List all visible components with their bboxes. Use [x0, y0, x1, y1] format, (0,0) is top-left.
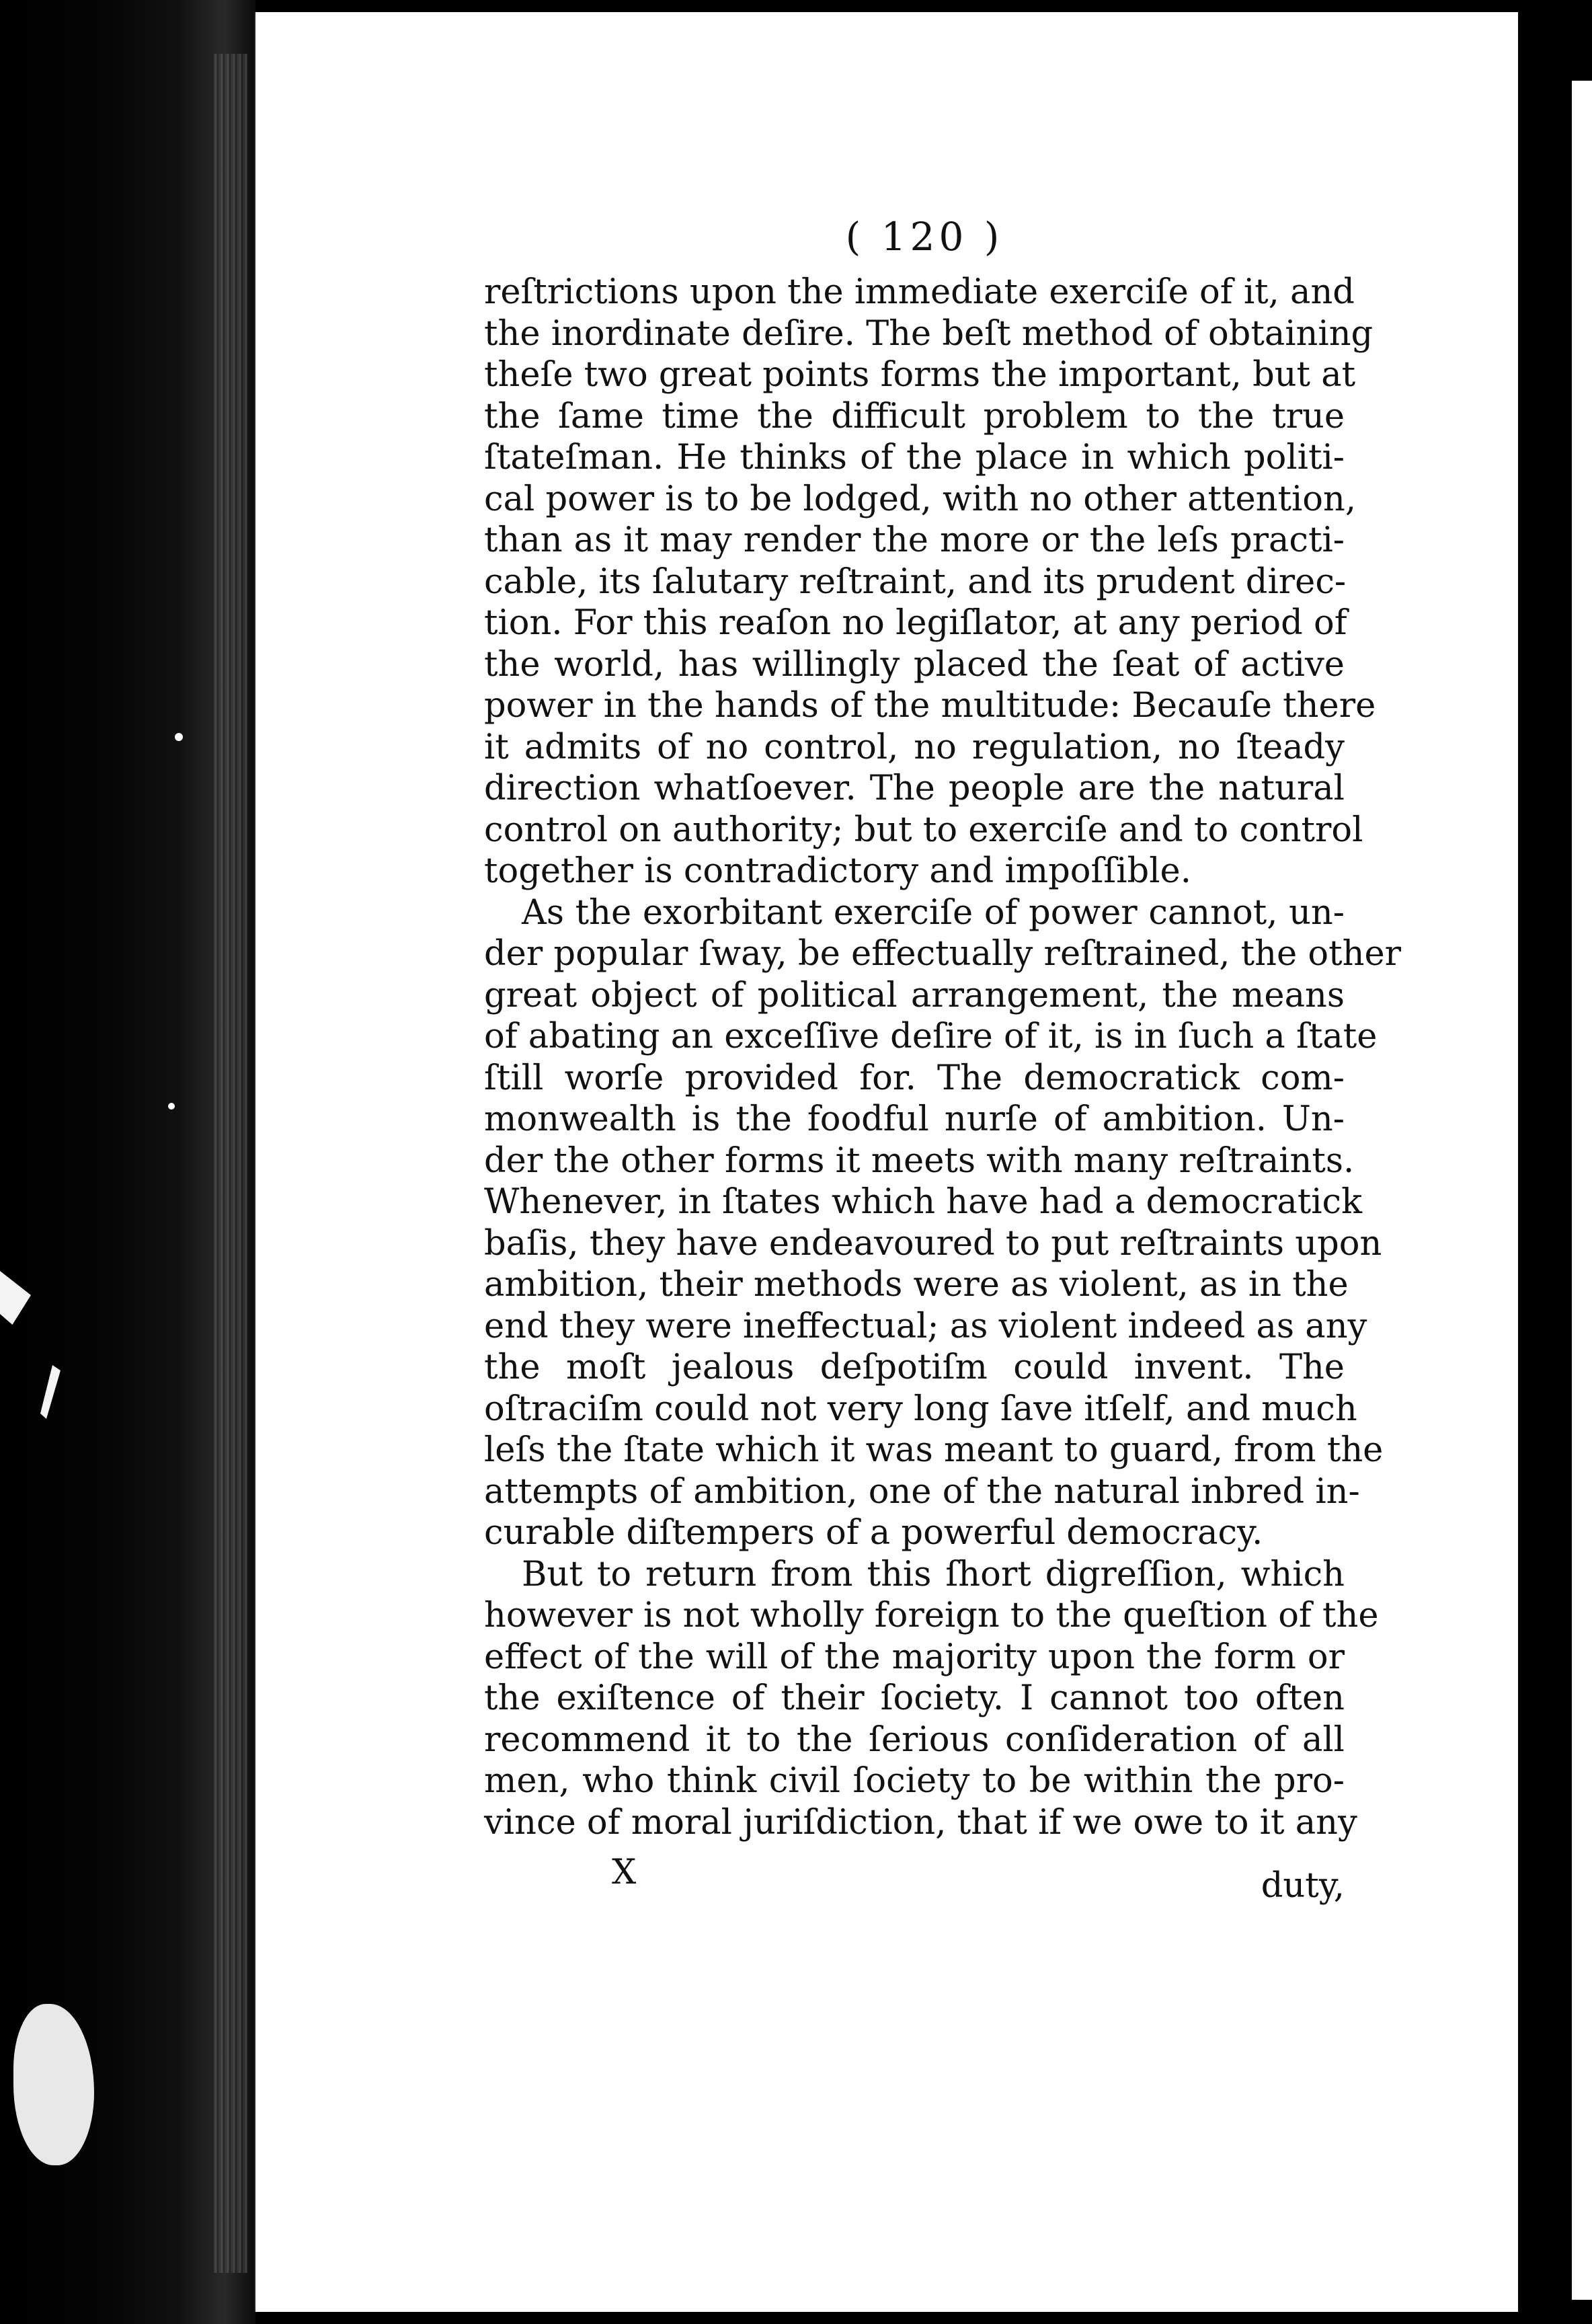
text-line: recommend it to the ſerious conſideration of all: [484, 1719, 1345, 1760]
text-line: the inordinate deſire. The beſt method of obtaining: [484, 313, 1374, 354]
paragraph: [484, 272, 1376, 892]
text-line: ſtill worſe provided for. The democratick com-: [484, 1058, 1345, 1098]
text-line: power in the hands of the multitude: Becauſe there: [484, 686, 1376, 726]
text-line: theſe two great points forms the important, but at: [484, 355, 1356, 395]
text-line: der the other forms it meets with many reſtraints.: [484, 1140, 1355, 1181]
text-line: men, who think civil ſociety to be within the pro-: [484, 1761, 1345, 1801]
text-line: cal power is to be lodged, with no other attention,: [484, 479, 1357, 519]
text-line: tion. For this reaſon no legiſlator, at any period of: [484, 603, 1347, 643]
text-line: cable, its ſalutary reſtraint, and its prudent direc-: [484, 561, 1347, 602]
text-line: Whenever, in ſtates which have had a democratick: [484, 1182, 1363, 1222]
text-line: together is contradictory and impoſſible.: [484, 851, 1191, 891]
body-text: [484, 272, 1402, 1843]
text-line: attempts of ambition, one of the natural inbred in-: [484, 1471, 1360, 1512]
text-line: baſis, they have endeavoured to put reſtraints upon: [484, 1223, 1382, 1264]
page-content: [484, 214, 1402, 1906]
text-line: leſs the ſtate which it was meant to guard, from the: [484, 1430, 1384, 1470]
text-line: the exiſtence of their ſociety. I cannot too often: [484, 1678, 1345, 1718]
facing-page-edge: [1572, 81, 1592, 2300]
text-line: But to return from this ſhort digreſſion, which: [522, 1554, 1345, 1594]
paragraph: [484, 1554, 1379, 1844]
text-line: direction whatſoever. The people are the natural: [484, 769, 1345, 808]
text-line: of abating an exceſſive deſire of it, is in ſuch a ſtate: [484, 1017, 1378, 1056]
text-line: it admits of no control, no regulation, no ſteady: [484, 727, 1345, 767]
text-line: monwealth is the foodful nurſe of ambition. Un-: [484, 1099, 1345, 1139]
text-line: ſtateſman. He thinks of the place in which politi-: [484, 438, 1345, 477]
text-line: As the exorbitant exerciſe of power cannot, un-: [522, 892, 1345, 933]
text-line: great object of political arrangement, the means: [484, 975, 1345, 1015]
paragraph: [484, 892, 1402, 1554]
text-line: der popular ſway, be effectually reſtrained, the other: [484, 934, 1402, 974]
text-line: the ſame time the difficult problem to the true: [484, 396, 1345, 436]
speck: [175, 733, 183, 741]
text-line: oſtraciſm could not very long ſave itſelf, and much: [484, 1389, 1357, 1429]
text-line: than as it may render the more or the leſs practi-: [484, 520, 1345, 560]
text-line: the world, has willingly placed the ſeat of active: [484, 644, 1345, 685]
text-line: effect of the will of the majority upon the form or: [484, 1637, 1345, 1677]
text-line: vince of moral juriſdiction, that if we owe to it any: [484, 1802, 1357, 1843]
text-line: however is not wholly foreign to the queſtion of the: [484, 1596, 1379, 1635]
speck: [168, 1103, 175, 1110]
signature-mark: X: [612, 1853, 637, 1892]
page-edges: [214, 54, 247, 2273]
text-line: reſtrictions upon the immediate exerciſe of it, and: [484, 272, 1355, 312]
catchword: duty,: [1261, 1866, 1345, 1906]
text-line: end they were ineffectual; as violent indeed as any: [484, 1306, 1367, 1346]
text-line: ambition, their methods were as violent, as in the: [484, 1265, 1349, 1305]
footer: [484, 1853, 1345, 1906]
page-number: ( 120 ): [845, 214, 1004, 260]
text-line: control on authority; but to exerciſe and to control: [484, 810, 1363, 850]
text-line: the moſt jealous deſpotiſm could invent. The: [484, 1348, 1345, 1387]
text-line: curable diſtempers of a powerful democracy.: [484, 1513, 1263, 1553]
